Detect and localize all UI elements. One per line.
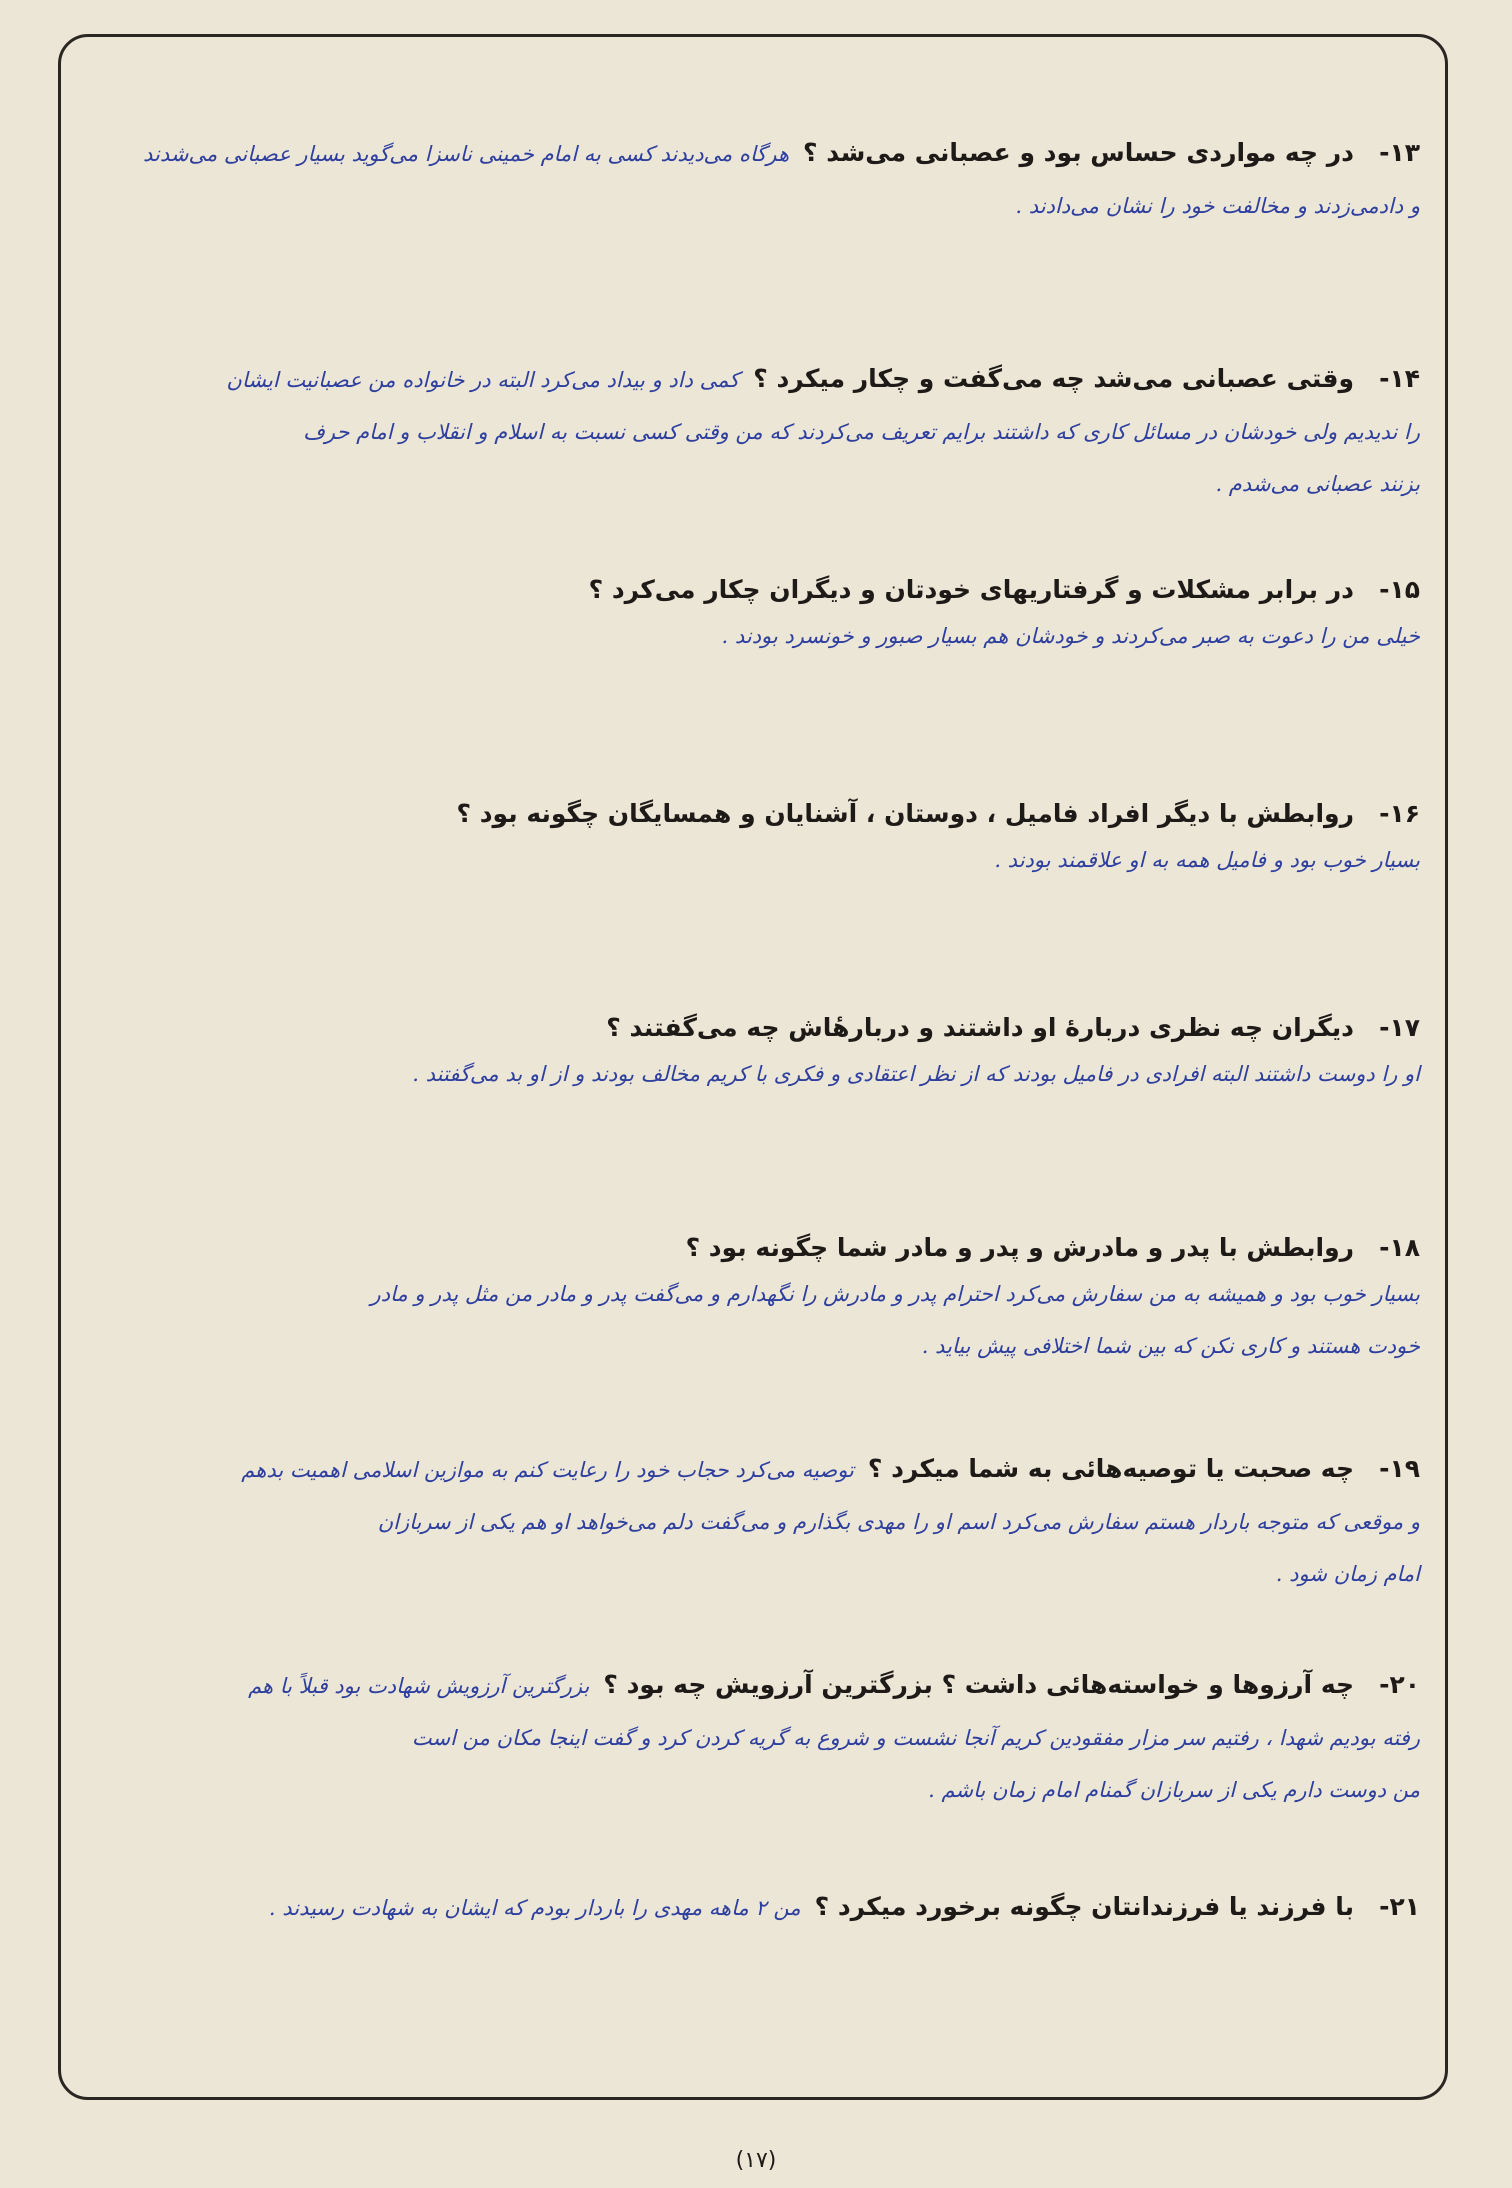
handwritten-answer-line: خیلی من را دعوت به صبر می‌کردند و خودشان هم بسیار صبور و خونسرد بودند . bbox=[721, 624, 1420, 648]
question-number: ۱۳- bbox=[1379, 138, 1420, 167]
question-text: در برابر مشکلات و گرفتاریهای خودتان و دیگران چکار می‌کرد ؟ bbox=[588, 575, 1354, 604]
question-item bbox=[90, 570, 1420, 662]
question-text: در چه مواردی حساس بود و عصبانی می‌شد ؟ bbox=[803, 138, 1354, 167]
handwritten-answer: کمی داد و بیداد می‌کرد البته در خانواده من عصبانیت ایشان bbox=[226, 368, 740, 392]
handwritten-answer-line: رفته بودیم شهدا ، رفتیم سر مزار مفقودین کریم آنجا نشست و شروع به گریه کردن کرد و گفت اینجا مکان من است bbox=[411, 1726, 1420, 1750]
question-item bbox=[90, 794, 1420, 886]
question-item bbox=[90, 1444, 1420, 1600]
handwritten-answer: هرگاه می‌دیدند کسی به امام خمینی ناسزا می‌گوید بسیار عصبانی می‌شدند bbox=[143, 142, 790, 166]
question-row bbox=[90, 794, 1420, 834]
question-row bbox=[90, 354, 1420, 406]
handwritten-answer-line: و موقعی که متوجه باردار هستم سفارش می‌کرد اسم او را مهدی بگذارم و می‌گفت دلم می‌خواهد او هم یکی از سربازان bbox=[377, 1510, 1420, 1534]
question-number: ۱۹- bbox=[1379, 1454, 1420, 1483]
handwritten-answer-line: من دوست دارم یکی از سربازان گمنام امام زمان باشم . bbox=[928, 1778, 1420, 1802]
question-text: روابطش با پدر و مادرش و پدر و مادر شما چگونه بود ؟ bbox=[685, 1233, 1354, 1262]
question-row bbox=[90, 1008, 1420, 1048]
question-text: وقتی عصبانی می‌شد چه می‌گفت و چکار میکرد ؟ bbox=[753, 364, 1354, 393]
question-number: ۱۵- bbox=[1379, 575, 1420, 604]
question-item bbox=[90, 1228, 1420, 1372]
handwritten-answer-line: او را دوست داشتند البته افرادی در فامیل بودند که از نظر اعتقادی و فکری با کریم مخالف بودند و از او بد می‌گفتند . bbox=[412, 1062, 1420, 1086]
question-number: ۲۱- bbox=[1379, 1892, 1420, 1921]
question-number: ۱۶- bbox=[1379, 799, 1420, 828]
question-item bbox=[90, 1882, 1420, 1934]
handwritten-answer-line: خودت هستند و کاری نکن که بین شما اختلافی پیش بیاید . bbox=[921, 1334, 1420, 1358]
handwritten-answer: من ۲ ماهه مهدی را باردار بودم که ایشان به شهادت رسیدند . bbox=[268, 1896, 801, 1920]
question-number: ۱۷- bbox=[1379, 1013, 1420, 1042]
handwritten-answer-line: امام زمان شود . bbox=[1275, 1562, 1420, 1586]
question-text: چه آرزوها و خواسته‌هائی داشت ؟ بزرگترین آرزویش چه بود ؟ bbox=[603, 1670, 1354, 1699]
handwritten-answer-line: را ندیدیم ولی خودشان در مسائل کاری که داشتند برایم تعریف می‌کردند که من وقتی کسی نسبت به اسلام و انقلاب و امام حرف bbox=[303, 420, 1420, 444]
question-row bbox=[90, 1444, 1420, 1496]
question-item bbox=[90, 354, 1420, 510]
question-text: با فرزند یا فرزندانتان چگونه برخورد میکرد ؟ bbox=[814, 1892, 1354, 1921]
question-item bbox=[90, 1008, 1420, 1100]
question-row bbox=[90, 1660, 1420, 1712]
question-text: چه صحبت یا توصیه‌هائی به شما میکرد ؟ bbox=[867, 1454, 1354, 1483]
handwritten-answer-line: و دادمی‌زدند و مخالفت خود را نشان می‌دادند . bbox=[1015, 194, 1420, 218]
handwritten-answer: توصیه می‌کرد حجاب خود را رعایت کنم به موازین اسلامی اهمیت بدهم bbox=[241, 1458, 854, 1482]
question-row bbox=[90, 570, 1420, 610]
question-text: دیگران چه نظری دربارهٔ او داشتند و دربارهٔاش چه می‌گفتند ؟ bbox=[606, 1013, 1354, 1042]
handwritten-answer-line: بسیار خوب بود و فامیل همه به او علاقمند بودند . bbox=[994, 848, 1420, 872]
question-number: ۱۴- bbox=[1379, 364, 1420, 393]
question-item bbox=[90, 1660, 1420, 1816]
question-number: ۱۸- bbox=[1379, 1233, 1420, 1262]
handwritten-answer-line: بزنند عصبانی می‌شدم . bbox=[1215, 472, 1420, 496]
handwritten-answer: بزرگترین آرزویش شهادت بود قبلاً با هم bbox=[248, 1674, 590, 1698]
handwritten-answer-line: بسیار خوب بود و همیشه به من سفارش می‌کرد احترام پدر و مادرش را نگهدارم و می‌گفت پدر و مادر من مثل پدر و مادر bbox=[370, 1282, 1420, 1306]
question-row bbox=[90, 1228, 1420, 1268]
question-text: روابطش با دیگر افراد فامیل ، دوستان ، آشنایان و همسایگان چگونه بود ؟ bbox=[456, 799, 1354, 828]
page-number: (۱۷) bbox=[735, 2148, 777, 2173]
question-row bbox=[90, 1882, 1420, 1934]
question-row bbox=[90, 128, 1420, 180]
question-number: ۲۰- bbox=[1379, 1670, 1420, 1699]
question-item bbox=[90, 128, 1420, 232]
